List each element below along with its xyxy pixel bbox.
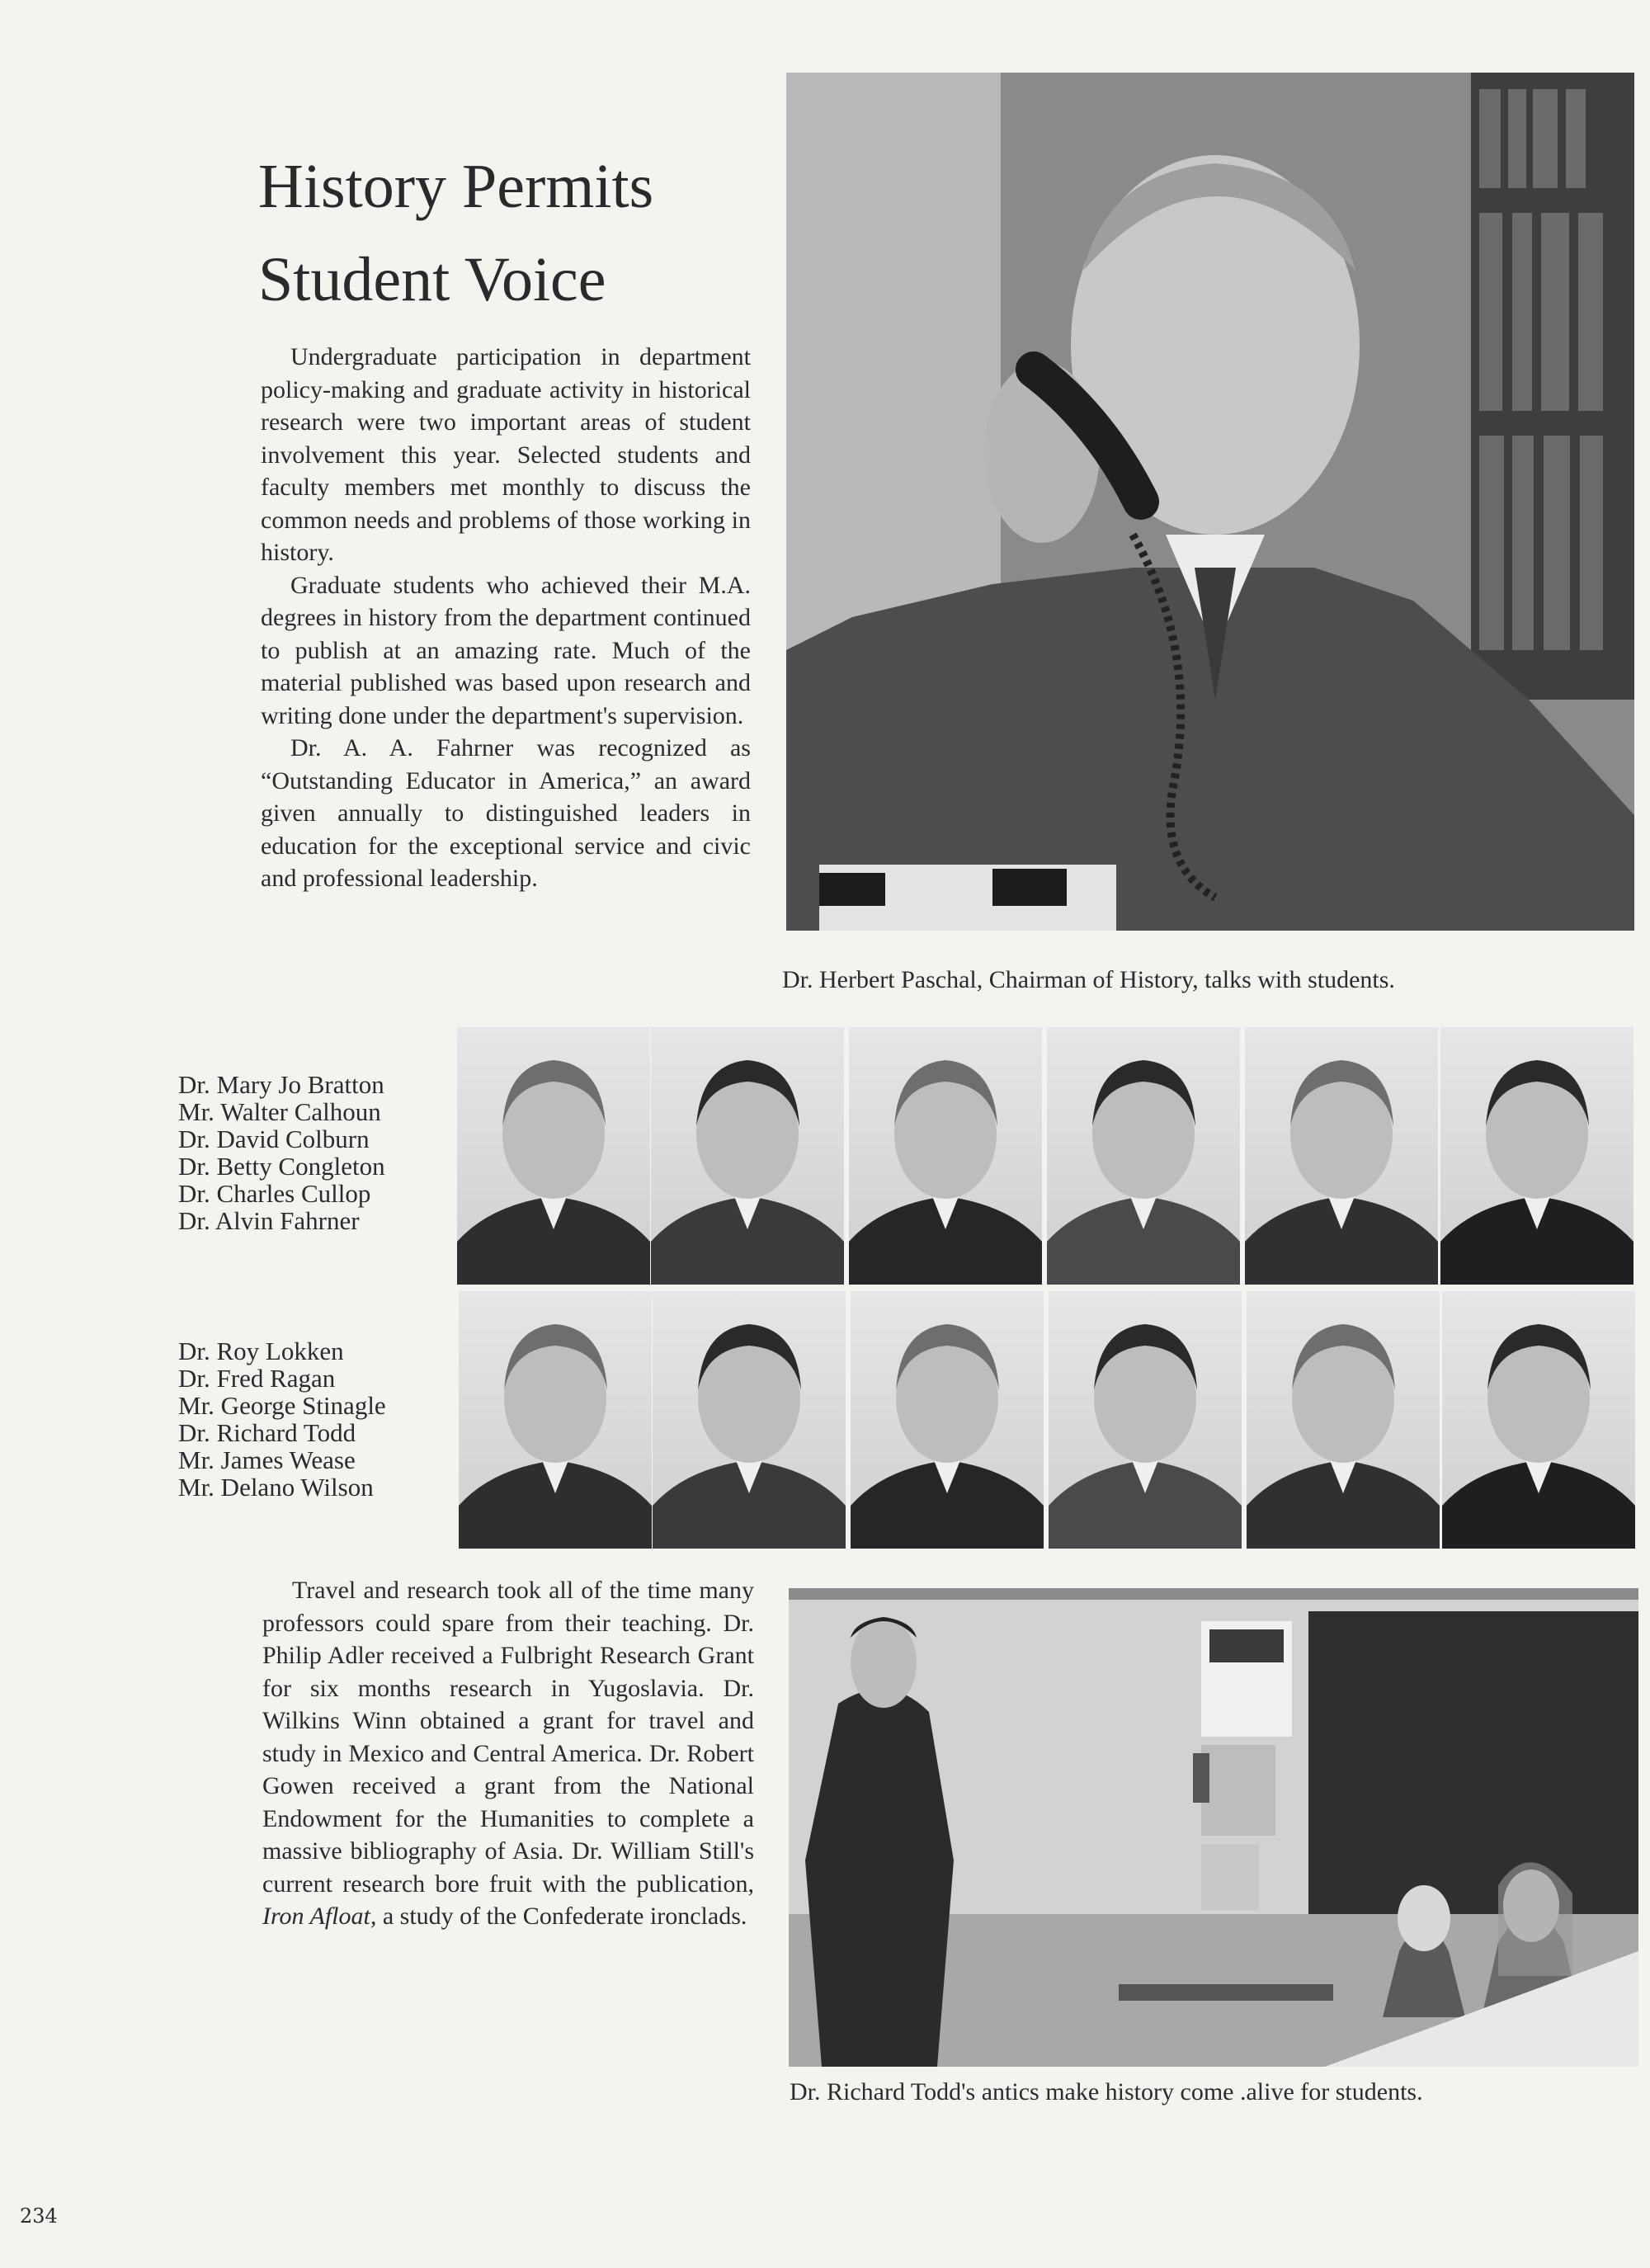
page-title [258, 140, 794, 327]
faculty-name: Mr. James Wease [178, 1445, 356, 1474]
faculty-portrait [1047, 1027, 1240, 1285]
faculty-names-row-2 [178, 1337, 386, 1501]
faculty-portrait [457, 1027, 650, 1285]
faculty-name: Dr. Betty Congleton [178, 1152, 385, 1181]
faculty-name: Dr. Mary Jo Bratton [178, 1070, 384, 1099]
travel-research-text [262, 1574, 754, 1933]
faculty-portrait [1442, 1291, 1635, 1549]
faculty-name: Mr. Delano Wilson [178, 1473, 374, 1502]
faculty-portrait [459, 1291, 652, 1549]
intro-text [261, 341, 751, 895]
faculty-name: Dr. Alvin Fahrner [178, 1206, 360, 1235]
chairman-photo [786, 73, 1634, 931]
book-title: Iron Afloat, [262, 1903, 377, 1930]
intro-paragraph-3: Dr. A. A. Fahrner was recognized as “Outstanding Educator in America,” an award given annually to distinguished leaders in education for the exceptional service and civic and professional leadership. [261, 734, 751, 892]
classroom-photo [789, 1588, 1638, 2067]
faculty-portrait [1049, 1291, 1242, 1549]
faculty-name: Mr. George Stinagle [178, 1391, 386, 1420]
title-line-2: Student Voice [258, 245, 606, 314]
faculty-name: Dr. Richard Todd [178, 1418, 356, 1447]
travel-paragraph [262, 1574, 754, 1933]
title-line-1: History Permits [258, 152, 654, 221]
faculty-name: Dr. Fred Ragan [178, 1364, 336, 1393]
intro-paragraph-2: Graduate students who achieved their M.A. degrees in history from the department continued to publish at an amazing rate. Much of the material published was based upon research and writing done under the department's supervision. [261, 571, 751, 729]
page-number: 234 [20, 2204, 58, 2228]
travel-text-after: a study of the Confederate ironclads. [376, 1903, 747, 1930]
faculty-portrait [653, 1291, 846, 1549]
faculty-name: Dr. Roy Lokken [178, 1337, 344, 1365]
faculty-portrait [651, 1027, 844, 1285]
faculty-portrait [849, 1027, 1042, 1285]
faculty-name: Dr. David Colburn [178, 1125, 370, 1153]
travel-text-before: Travel and research took all of the time many professors could spare from their teaching. Dr. Philip Adler received a Fulbright Research Grant for six months research in Yugoslavia. Dr. Wilkins Winn obtained a grant for travel and study in Mexico and Central America. Dr. Robert Gowen received a grant from the National Endowment for the Humanities to complete a massive bibliography of Asia. Dr. William Still's current research bore fruit with the publication, [262, 1577, 754, 1898]
intro-paragraph-1: Undergraduate participation in department policy-making and graduate activity in historical research were two important areas of student involvement this year. Selected students and faculty members met monthly to discuss the common needs and problems of those working in history. [261, 343, 751, 566]
faculty-portrait [1440, 1027, 1634, 1285]
faculty-portrait [1247, 1291, 1440, 1549]
faculty-name: Mr. Walter Calhoun [178, 1097, 381, 1126]
faculty-names-row-1 [178, 1071, 385, 1234]
chairman-photo-caption: Dr. Herbert Paschal, Chairman of History, talks with students. [782, 966, 1395, 993]
classroom-photo-caption: Dr. Richard Todd's antics make history come .alive for students. [790, 2078, 1423, 2105]
faculty-portrait [851, 1291, 1044, 1549]
faculty-name: Dr. Charles Cullop [178, 1179, 371, 1208]
faculty-portrait [1245, 1027, 1438, 1285]
